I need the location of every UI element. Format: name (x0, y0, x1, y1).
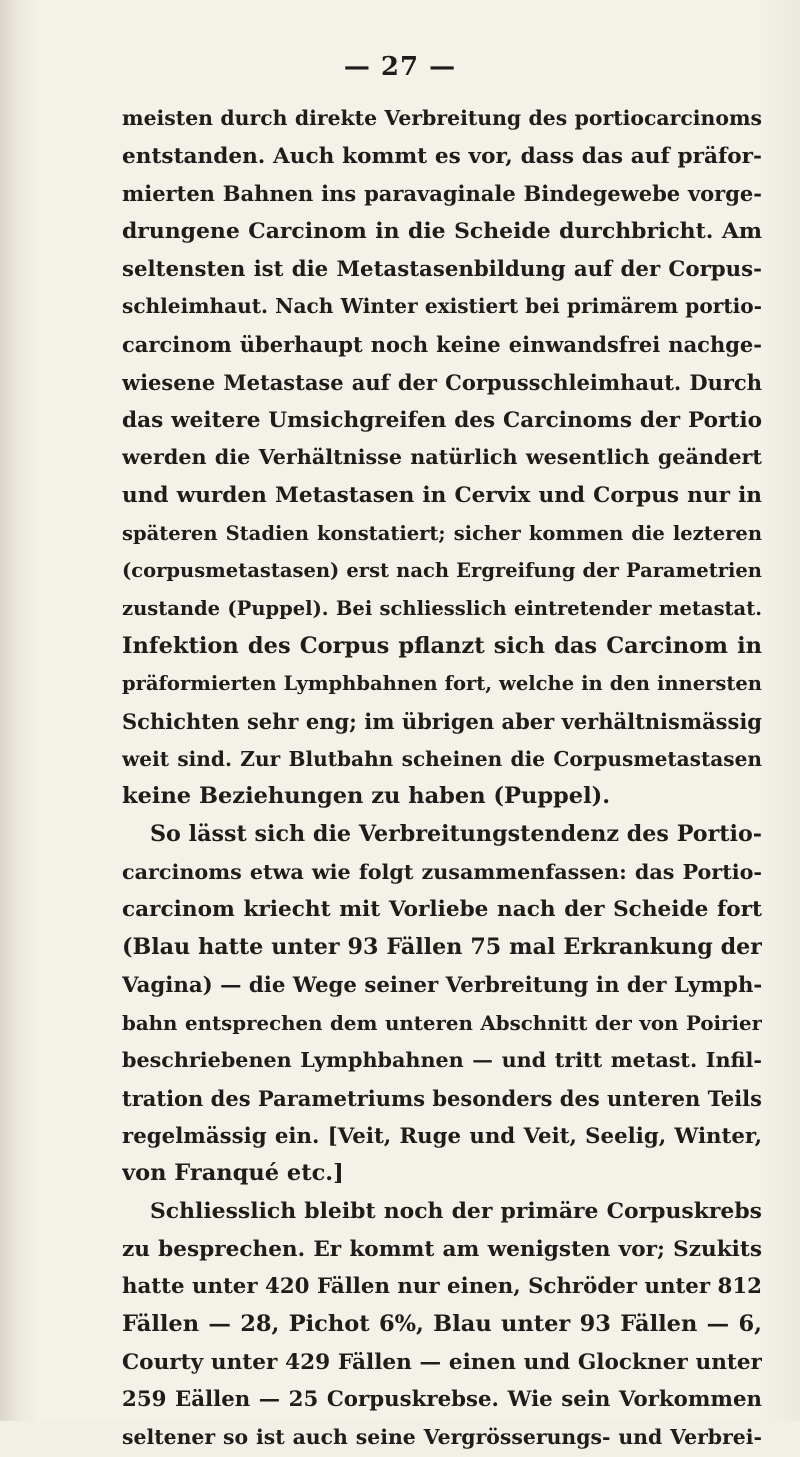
text-line: Schichten sehr eng; im übrigen aber verhältnismässig (122, 709, 762, 734)
page-number: — 27 — (343, 52, 457, 82)
text-line: (corpusmetastasen) erst nach Ergreifung der Parametrien (122, 559, 762, 583)
text-line: carcinoms etwa wie folgt zusammenfassen: das Portio- (122, 859, 762, 884)
text-line: zustande (Puppel). Bei schliesslich eintretender metastat. (122, 596, 762, 620)
body-text (122, 100, 762, 1457)
text-line: 259 Eällen — 25 Corpuskrebse. Wie sein Vorkommen (122, 1387, 762, 1413)
text-line: wiesene Metastase auf der Corpusschleimhaut. Durch (122, 369, 762, 395)
text-line: bahn entsprechen dem unteren Abschnitt der von Poirier (122, 1010, 762, 1035)
text-line: weit sind. Zur Blutbahn scheinen die Corpusmetastasen (122, 746, 762, 771)
text-line: späteren Stadien konstatiert; sicher kommen die lezteren (122, 521, 762, 545)
text-line: werden die Verhältnisse natürlich wesentlich geändert (122, 445, 762, 470)
text-line: carcinom kriecht mit Vorliebe nach der Scheide fort (122, 897, 762, 923)
text-line: drungene Carcinom in die Scheide durchbricht. Am (122, 218, 762, 245)
text-line: tration des Parametriums besonders des unteren Teils (122, 1085, 762, 1111)
text-line: das weitere Umsichgreifen des Carcinoms der Portio (122, 407, 762, 433)
text-line: und wurden Metastasen in Cervix und Corpus nur in (122, 482, 762, 508)
text-line: schleimhaut. Nach Winter existiert bei primärem portio- (122, 294, 762, 319)
text-line: regelmässig ein. [Veit, Ruge und Veit, Seelig, Winter, (122, 1123, 762, 1149)
text-line: von Franqué etc.] (122, 1160, 344, 1187)
text-line: zu besprechen. Er kommt am wenigsten vor; Szukits (122, 1236, 762, 1262)
text-line: seltensten ist die Metastasenbildung auf der Corpus- (122, 256, 762, 282)
text-line: beschriebenen Lymphbahnen — und tritt metast. Infil- (122, 1048, 762, 1073)
text-line: hatte unter 420 Fällen nur einen, Schröder unter 812 (122, 1274, 762, 1300)
text-line: keine Beziehungen zu haben (Puppel). (122, 783, 611, 810)
text-line: Schliesslich bleibt noch der primäre Corpuskrebs (150, 1197, 762, 1224)
text-line: Vagina) — die Wege seiner Verbreitung in der Lymph- (122, 972, 762, 998)
text-line: Fällen — 28, Pichot 6%, Blau unter 93 Fällen — 6, (122, 1311, 762, 1337)
text-line: So lässt sich die Verbreitungstendenz des Portio- (150, 821, 762, 848)
text-line: Infektion des Corpus pflanzt sich das Carcinom in (122, 632, 762, 659)
text-line: entstanden. Auch kommt es vor, dass das auf präfor- (122, 143, 762, 169)
text-line: mierten Bahnen ins paravaginale Bindegewebe vorge- (122, 181, 762, 207)
text-line: präformierten Lymphbahnen fort, welche in den innersten (122, 672, 762, 696)
text-line: meisten durch direkte Verbreitung des portiocarcinoms (122, 106, 762, 130)
text-line: Courty unter 429 Fällen — einen und Glockner unter (122, 1349, 762, 1375)
text-line: (Blau hatte unter 93 Fällen 75 mal Erkrankung der (122, 934, 762, 961)
text-line: seltener so ist auch seine Vergrösserungs- und Verbrei- (122, 1425, 762, 1450)
text-line: carcinom überhaupt noch keine einwandsfrei nachge- (122, 332, 762, 358)
